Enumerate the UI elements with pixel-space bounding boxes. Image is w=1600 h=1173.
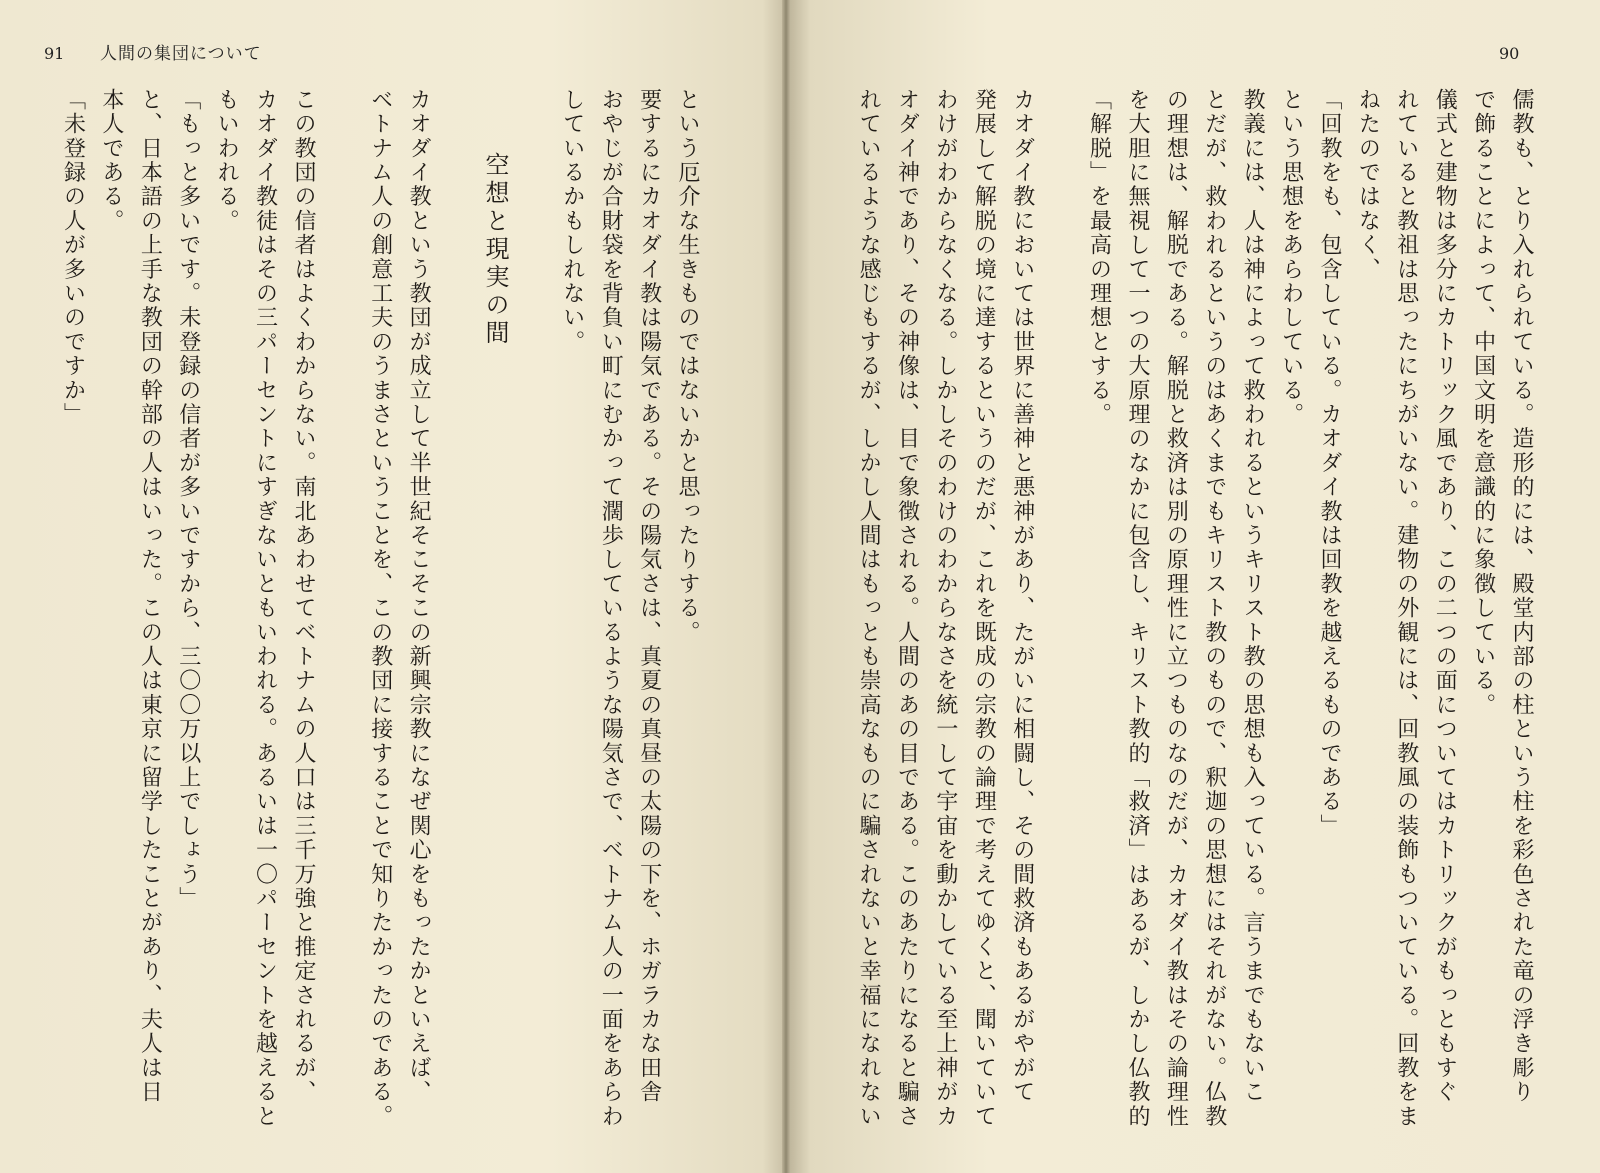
blank-line [322,88,360,1088]
text-line: れていると教祖は思ったにちがいない。建物の外観には、回教風の装飾もついている。回教をま [1393,88,1419,1129]
text-line: 儀式と建物は多分にカトリック風であり、この二つの面についてはカトリックがもっともすぐ [1432,88,1458,1105]
text-line: カオダイ教においては世界に善神と悪神があり、たがいに相闘し、その間救済もあるがやがて [1009,88,1035,1105]
text-line: この教団の信者はよくわからない。南北あわせてベトナムの人口は三千万強と推定されるが、 [290,88,316,1105]
running-title: 人間の集団について [100,44,262,64]
text-line: 「もっと多いです。未登録の信者が多いですから、三〇〇万以上でしょう」 [175,88,201,911]
section-heading: 空想と現実の間 [480,152,509,348]
text-line: 教義には、人は神によって救われるというキリスト教の思想も入っている。言うまでもないこ [1240,88,1266,1105]
text-line: ねたのではなく、 [1355,88,1381,282]
text-line: を大胆に無視して一つの大原理のなかに包含し、キリスト教的「救済」はあるが、しかし仏教的 [1124,88,1150,1129]
book-gutter [782,0,790,1173]
text-line: という厄介な生きものではないかと思ったりする。 [675,88,700,645]
left-page-number: 91 [44,44,65,63]
text-line: で飾ることによって、中国文明を意識的に象徴している。 [1470,88,1496,718]
text-line: の理想は、解脱である。解脱と救済は別の原理性に立つものなのだが、カオダイ教はその論理性 [1163,88,1189,1129]
text-line: 要するにカオダイ教は陽気である。その陽気さは、真夏の真昼の太陽の下を、ホガラカな田舎 [636,88,662,1105]
text-line: 発展して解脱の境に達するというのだが、これを既成の宗教の論理で考えてゆくと、聞いていて [971,88,997,1129]
text-line: という思想をあらわしている。 [1278,88,1304,427]
text-line: おやじが合財袋を背負い町にむかって濶歩しているような陽気さで、ベトナム人の一面をあらわ [598,88,624,1129]
text-line: と、日本語の上手な教団の幹部の人はいった。この人は東京に留学したことがあり、夫人は日 [137,88,163,1105]
text-line: とだが、救われるというのはあくまでもキリスト教のもので、釈迦の思想にはそれがない。仏教 [1201,88,1227,1129]
text-line: わけがわからなくなる。しかしそのわけのわからなさを統一して宇宙を動かしている至上神がカ [932,88,958,1129]
text-line: 「未登録の人が多いのですか」 [60,88,86,427]
text-line: 「回教をも、包含している。カオダイ教は回教を越えるものである」 [1316,88,1342,839]
text-line: 「解脱」を最高の理想とする。 [1086,88,1112,427]
blank-line [514,88,552,1088]
text-line: カオダイ教という教団が成立して半世紀そこそこの新興宗教になぜ関心をもったかといえば、 [406,88,432,1105]
text-line: オダイ神であり、その神像は、目で象徴される。人間のあの目である。このあたりになると騙さ [894,88,920,1129]
blank-line [1041,88,1079,1088]
text-line: れているような感じもするが、しかし人間はもっとも崇高なものに騙されないと幸福になれない [856,88,882,1129]
right-page-number: 90 [1499,44,1520,63]
blank-line [437,88,475,1088]
text-line: カオダイ教徒はその三パーセントにすぎないともいわれる。あるいは一〇パーセントを越えると [252,88,278,1129]
text-line: もいわれる。 [214,88,240,234]
left-page-body [60,88,706,1129]
text-line: ベトナム人の創意工夫のうまさということを、この教団に接することで知りたかったのである。 [367,88,393,1129]
text-line: しているかもしれない。 [559,88,585,355]
text-line: 本人である。 [98,88,124,234]
right-page-body [856,88,1540,1129]
text-line: 儒教も、とり入れられている。造形的には、殿堂内部の柱という柱を彩色された竜の浮き彫り [1509,88,1534,1105]
